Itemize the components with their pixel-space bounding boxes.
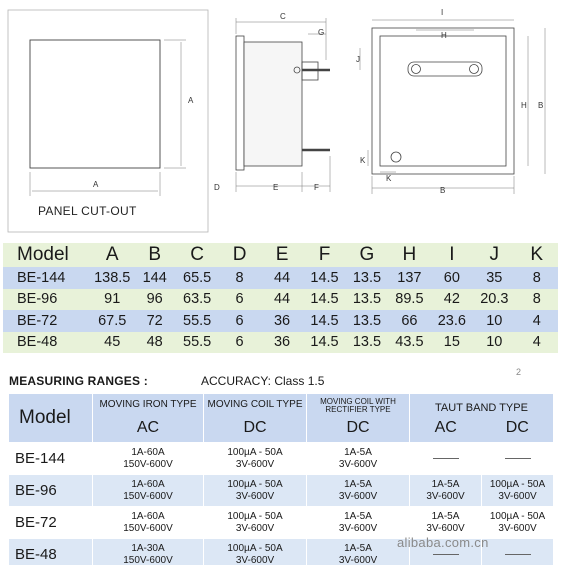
dimension-value-cell: 4 bbox=[516, 310, 558, 332]
dimension-value-cell: 48 bbox=[133, 332, 175, 354]
dimension-value-cell: 13.5 bbox=[346, 289, 388, 311]
dimension-header-cell: F bbox=[303, 243, 345, 267]
dimension-value-cell: 91 bbox=[91, 289, 133, 311]
taut-band-header bbox=[410, 394, 554, 443]
side-view bbox=[236, 36, 330, 170]
dim-label-f: F bbox=[314, 183, 319, 192]
dimension-model-cell: BE-48 bbox=[3, 332, 91, 354]
range-value: 1A-5A bbox=[344, 447, 372, 458]
range-value: 1A-60A bbox=[131, 447, 165, 458]
dimension-value-cell: 55.5 bbox=[176, 332, 218, 354]
dimension-row bbox=[3, 332, 558, 354]
range-cell-taut-ac bbox=[410, 507, 482, 539]
dim-label-h-side: H bbox=[521, 101, 527, 110]
moving-coil-title: MOVING COIL TYPE bbox=[207, 399, 303, 410]
dimension-value-cell: 45 bbox=[91, 332, 133, 354]
dimension-header-cell: C bbox=[176, 243, 218, 267]
rectifier-sub: DC bbox=[346, 419, 370, 436]
dimension-header-cell: D bbox=[218, 243, 260, 267]
dim-label-k-bottom: K bbox=[386, 174, 392, 183]
range-value: 3V-600V bbox=[235, 522, 275, 534]
dimension-header-cell: A bbox=[91, 243, 133, 267]
range-value: 150V-600V bbox=[123, 522, 173, 534]
range-value: 3V-600V bbox=[235, 490, 275, 502]
dimension-value-cell: 44 bbox=[261, 289, 303, 311]
range-cell-taut-dc bbox=[482, 475, 554, 507]
panel-cutout-caption: PANEL CUT-OUT bbox=[38, 204, 137, 218]
accuracy-class: ACCURACY: Class 1.5 bbox=[201, 374, 325, 388]
range-value: 1A-5A bbox=[431, 479, 460, 490]
dimension-value-cell: 6 bbox=[218, 289, 260, 311]
dim-label-h-top: I bbox=[441, 8, 444, 17]
dim-label-b-bottom: B bbox=[440, 186, 446, 195]
front-outline bbox=[372, 28, 514, 174]
dimension-value-cell: 36 bbox=[261, 332, 303, 354]
dimension-header-cell: B bbox=[133, 243, 175, 267]
range-cell-rect bbox=[307, 507, 410, 539]
dimension-value-cell: 138.5 bbox=[91, 267, 133, 289]
rectifier-title-line1: MOVING COIL WITH bbox=[320, 397, 396, 406]
range-cell-taut-dc bbox=[482, 507, 554, 539]
range-row bbox=[9, 475, 554, 507]
taut-band-title: TAUT BAND TYPE bbox=[435, 402, 528, 414]
range-cell-iron bbox=[93, 539, 204, 565]
dimension-value-cell: 23.6 bbox=[431, 310, 473, 332]
dimension-row bbox=[3, 267, 558, 289]
dimension-value-cell: 44 bbox=[261, 267, 303, 289]
range-value: 100µA - 50A bbox=[227, 543, 283, 554]
dim-label-k-left: K bbox=[360, 156, 366, 165]
dimension-value-cell: 13.5 bbox=[346, 332, 388, 354]
range-value: 150V-600V bbox=[123, 554, 173, 565]
dim-label-j: J bbox=[356, 55, 360, 64]
range-model-cell: BE-96 bbox=[9, 475, 93, 507]
dimension-value-cell: 35 bbox=[473, 267, 515, 289]
range-value: 150V-600V bbox=[123, 458, 173, 470]
not-available-dash bbox=[505, 554, 531, 555]
ranges-header-row bbox=[9, 394, 554, 443]
range-value: 3V-600V bbox=[338, 522, 378, 534]
dimension-header-cell: J bbox=[473, 243, 515, 267]
dimension-value-cell: 14.5 bbox=[303, 289, 345, 311]
dimension-value-cell: 60 bbox=[431, 267, 473, 289]
range-cell-coil bbox=[204, 539, 307, 565]
dimension-value-cell: 43.5 bbox=[388, 332, 430, 354]
dim-label-e: E bbox=[273, 183, 279, 192]
range-cell-coil bbox=[204, 475, 307, 507]
dimension-header-cell: Model bbox=[3, 243, 91, 267]
range-cell-taut-dc bbox=[482, 443, 554, 475]
dim-label-c: C bbox=[280, 12, 286, 21]
side-bezel bbox=[236, 36, 244, 170]
dimension-value-cell: 20.3 bbox=[473, 289, 515, 311]
range-cell-iron bbox=[93, 507, 204, 539]
dimension-value-cell: 42 bbox=[431, 289, 473, 311]
dimension-value-cell: 8 bbox=[516, 267, 558, 289]
rectifier-title-line2: RECTIFIER TYPE bbox=[325, 405, 391, 415]
panel-cutout-outline bbox=[30, 40, 160, 168]
dimension-value-cell: 13.5 bbox=[346, 267, 388, 289]
moving-coil-sub: DC bbox=[243, 419, 267, 436]
dimension-value-cell: 14.5 bbox=[303, 310, 345, 332]
not-available-dash bbox=[505, 458, 531, 459]
dimension-value-cell: 67.5 bbox=[91, 310, 133, 332]
page-mark: 2 bbox=[516, 367, 522, 377]
range-value: 1A-5A bbox=[344, 511, 372, 522]
dimension-header-cell: E bbox=[261, 243, 303, 267]
front-view bbox=[372, 28, 514, 174]
range-row bbox=[9, 507, 554, 539]
not-available-dash bbox=[433, 554, 459, 555]
range-cell-rect bbox=[307, 475, 410, 507]
range-value: 3V-600V bbox=[338, 490, 378, 502]
range-cell-taut-ac bbox=[410, 475, 482, 507]
dimension-value-cell: 65.5 bbox=[176, 267, 218, 289]
dim-label-panel-height: A bbox=[188, 96, 194, 105]
range-cell-taut-ac bbox=[410, 443, 482, 475]
range-value: 1A-60A bbox=[131, 479, 165, 490]
range-value: 3V-600V bbox=[498, 490, 537, 502]
dimension-value-cell: 15 bbox=[431, 332, 473, 354]
dimension-model-cell: BE-72 bbox=[3, 310, 91, 332]
taut-band-dc: DC bbox=[505, 419, 529, 436]
dimension-value-cell: 96 bbox=[133, 289, 175, 311]
dimension-value-cell: 14.5 bbox=[303, 332, 345, 354]
not-available-dash bbox=[433, 458, 459, 459]
range-value: 100µA - 50A bbox=[227, 447, 283, 458]
range-cell-coil bbox=[204, 507, 307, 539]
range-value: 3V-600V bbox=[235, 458, 275, 470]
dimension-row bbox=[3, 289, 558, 311]
dimension-value-cell: 137 bbox=[388, 267, 430, 289]
range-value: 3V-600V bbox=[498, 522, 537, 534]
range-value: 1A-5A bbox=[431, 511, 460, 522]
dimension-model-cell: BE-144 bbox=[3, 267, 91, 289]
range-value: 1A-5A bbox=[344, 479, 372, 490]
taut-band-ac: AC bbox=[434, 419, 457, 436]
range-value: 100µA - 50A bbox=[227, 479, 283, 490]
range-value: 3V-600V bbox=[235, 554, 275, 565]
range-value: 3V-600V bbox=[338, 554, 378, 565]
dimension-value-cell: 36 bbox=[261, 310, 303, 332]
dimension-value-cell: 55.5 bbox=[176, 310, 218, 332]
range-value: 150V-600V bbox=[123, 490, 173, 502]
range-cell-coil bbox=[204, 443, 307, 475]
range-model-cell: BE-48 bbox=[9, 539, 93, 565]
dimension-value-cell: 10 bbox=[473, 310, 515, 332]
moving-iron-header bbox=[93, 394, 204, 443]
dim-label-d: D bbox=[214, 183, 220, 192]
range-cell-iron bbox=[93, 443, 204, 475]
dimension-value-cell: 4 bbox=[516, 332, 558, 354]
side-body bbox=[244, 42, 302, 166]
range-value: 3V-600V bbox=[426, 490, 465, 502]
range-cell-rect bbox=[307, 539, 410, 565]
range-cell-taut-dc bbox=[482, 539, 554, 565]
rectifier-header bbox=[307, 394, 410, 443]
dim-label-b-side: B bbox=[538, 101, 544, 110]
range-model-cell: BE-144 bbox=[9, 443, 93, 475]
dimension-value-cell: 14.5 bbox=[303, 267, 345, 289]
dim-label-panel-width: A bbox=[93, 180, 99, 189]
dimension-value-cell: 144 bbox=[133, 267, 175, 289]
dimension-header-row bbox=[3, 243, 558, 267]
dimension-header-cell: G bbox=[346, 243, 388, 267]
dimension-header-cell: H bbox=[388, 243, 430, 267]
range-value: 1A-30A bbox=[131, 543, 165, 554]
dimension-table bbox=[3, 243, 558, 353]
range-cell-rect bbox=[307, 443, 410, 475]
dimension-model-cell: BE-96 bbox=[3, 289, 91, 311]
range-value: 3V-600V bbox=[426, 522, 465, 534]
range-value: 1A-60A bbox=[131, 511, 165, 522]
dimension-value-cell: 8 bbox=[218, 267, 260, 289]
moving-coil-header bbox=[204, 394, 307, 443]
range-value: 1A-5A bbox=[344, 543, 372, 554]
dimension-value-cell: 66 bbox=[388, 310, 430, 332]
dimension-row bbox=[3, 310, 558, 332]
dimension-header-cell: K bbox=[516, 243, 558, 267]
dimension-value-cell: 6 bbox=[218, 310, 260, 332]
moving-iron-sub: AC bbox=[136, 419, 160, 436]
measuring-ranges-title: MEASURING RANGES : bbox=[9, 374, 148, 388]
dimension-header-cell: I bbox=[431, 243, 473, 267]
range-model-cell: BE-72 bbox=[9, 507, 93, 539]
dim-label-g: G bbox=[318, 28, 325, 37]
front-terminal-bar bbox=[408, 62, 482, 76]
range-value: 100µA - 50A bbox=[227, 511, 283, 522]
dimension-value-cell: 63.5 bbox=[176, 289, 218, 311]
range-value: 3V-600V bbox=[338, 458, 378, 470]
dimension-value-cell: 89.5 bbox=[388, 289, 430, 311]
range-value: 100µA - 50A bbox=[489, 511, 546, 522]
dimension-value-cell: 72 bbox=[133, 310, 175, 332]
ranges-model-header: Model bbox=[9, 394, 93, 443]
dimension-value-cell: 8 bbox=[516, 289, 558, 311]
dim-label-i: H bbox=[441, 31, 447, 40]
front-inner bbox=[380, 36, 506, 166]
measuring-ranges-header bbox=[9, 374, 549, 392]
watermark: alibaba.com.cn bbox=[397, 535, 489, 550]
dimension-value-cell: 6 bbox=[218, 332, 260, 354]
range-cell-iron bbox=[93, 475, 204, 507]
dimension-value-cell: 10 bbox=[473, 332, 515, 354]
range-value: 100µA - 50A bbox=[489, 479, 546, 490]
rectifier-title bbox=[307, 398, 409, 415]
dimension-value-cell: 13.5 bbox=[346, 310, 388, 332]
moving-iron-title: MOVING IRON TYPE bbox=[99, 399, 197, 410]
range-row bbox=[9, 443, 554, 475]
